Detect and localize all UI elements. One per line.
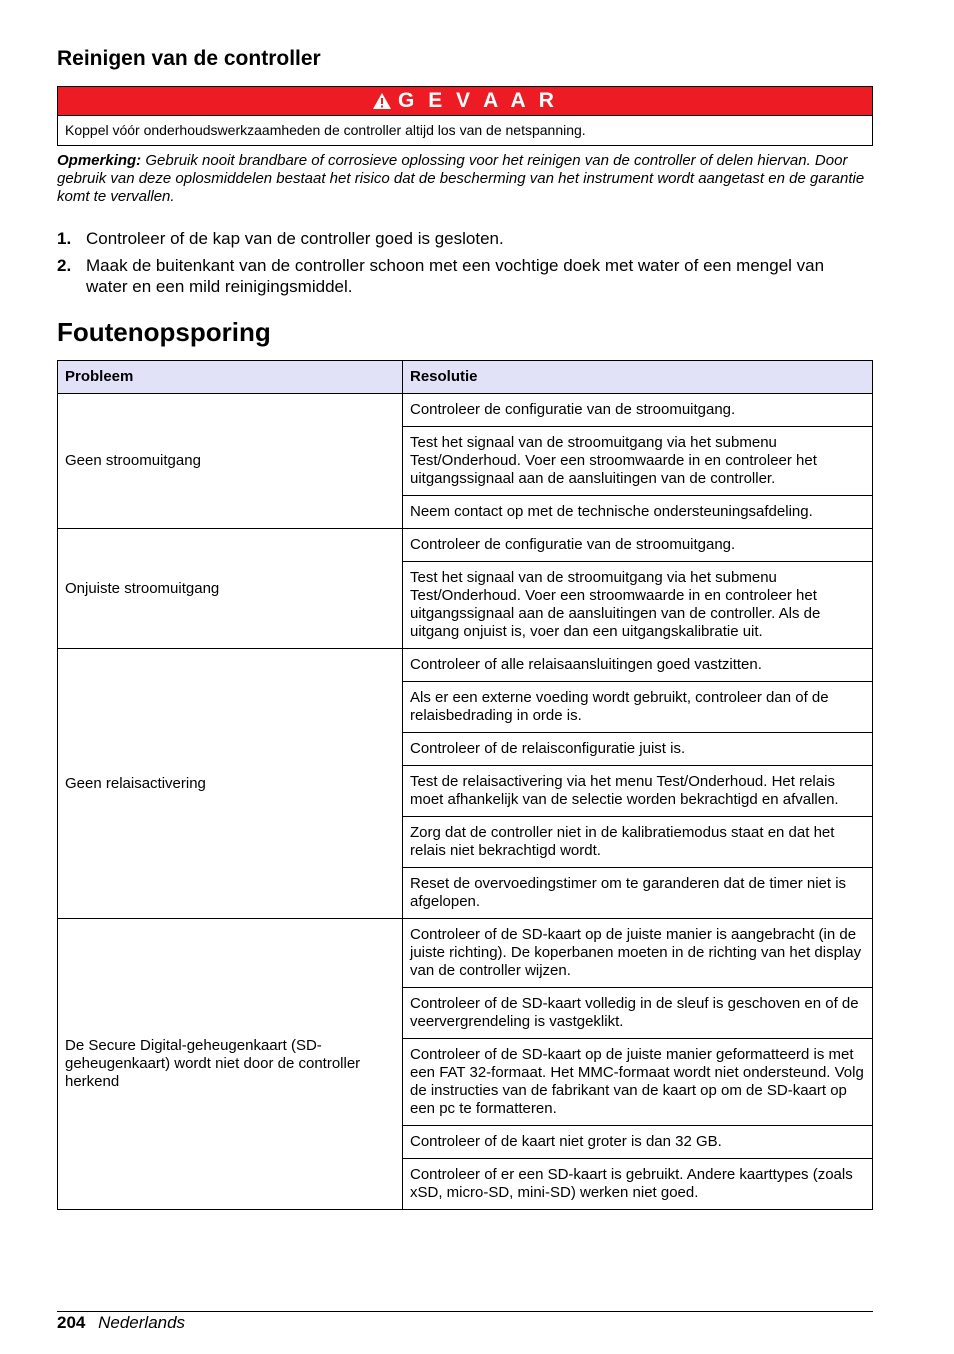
table-header-row bbox=[58, 361, 873, 394]
resolution-cell: Reset de overvoedingstimer om te garanderen dat de timer niet is afgelopen. bbox=[403, 868, 873, 919]
step-text: Maak de buitenkant van de controller schoon met een vochtige doek met water of een mengel van water en een mild reinigingsmiddel. bbox=[86, 256, 825, 296]
step-item bbox=[57, 228, 873, 249]
resolution-cell: Zorg dat de controller niet in de kalibratiemodus staat en dat het relais niet bekrachtigd wordt. bbox=[403, 817, 873, 868]
resolution-cell: Controleer of de relaisconfiguratie juist is. bbox=[403, 733, 873, 766]
resolution-cell: Controleer of de SD-kaart volledig in de sleuf is geschoven en of de veervergrendeling is vastgeklikt. bbox=[403, 988, 873, 1039]
problem-cell: Onjuiste stroomuitgang bbox=[58, 529, 403, 649]
resolution-cell: Controleer of de SD-kaart op de juiste manier geformatteerd is met een FAT 32-formaat. Het MMC-formaat wordt niet ondersteund. Volg de instructies van de fabrikant van de kaart op om de SD-kaart op een pc te formatteren. bbox=[403, 1039, 873, 1126]
resolution-cell: Controleer of alle relaisaansluitingen goed vastzitten. bbox=[403, 649, 873, 682]
resolution-cell: Controleer of de SD-kaart op de juiste manier is aangebracht (in de juiste richting). De koperbanen moeten in de richting van het display van de controller wijzen. bbox=[403, 919, 873, 988]
troubleshooting-table bbox=[57, 360, 873, 1210]
danger-text: Koppel vóór onderhoudswerkzaamheden de controller altijd los van de netspanning. bbox=[58, 115, 872, 145]
troubleshooting-title: Foutenopsporing bbox=[57, 317, 271, 347]
problem-cell: Geen stroomuitgang bbox=[58, 394, 403, 529]
table-row bbox=[58, 919, 873, 988]
resolution-cell: Test de relaisactivering via het menu Test/Onderhoud. Het relais moet afhankelijk van de selectie worden bekrachtigd en afvallen. bbox=[403, 766, 873, 817]
danger-box bbox=[57, 86, 873, 146]
resolution-cell: Test het signaal van de stroomuitgang via het submenu Test/Onderhoud. Voer een stroomwaarde in en controleer het uitgangssignaal aan de aansluitingen van de controller. bbox=[403, 427, 873, 496]
note bbox=[57, 152, 873, 206]
resolution-cell: Neem contact op met de technische ondersteuningsafdeling. bbox=[403, 496, 873, 529]
warning-triangle-icon bbox=[372, 92, 392, 110]
step-item bbox=[57, 255, 873, 297]
footer-language: Nederlands bbox=[98, 1313, 186, 1332]
note-text: Gebruik nooit brandbare of corrosieve oplossing voor het reinigen van de controller of delen hiervan. Door gebruik van deze oplosmiddelen bestaat het risico dat de bescherming van het instrument wordt aangetast en de garantie komt te vervallen. bbox=[57, 152, 865, 205]
table-row bbox=[58, 394, 873, 427]
resolution-cell: Controleer of de kaart niet groter is dan 32 GB. bbox=[403, 1126, 873, 1159]
step-number: 1. bbox=[57, 229, 72, 248]
danger-label: G E V A A R bbox=[398, 89, 558, 112]
footer-divider bbox=[57, 1311, 873, 1312]
resolution-cell: Controleer of er een SD-kaart is gebruikt. Andere kaarttypes (zoals xSD, micro-SD, mini-SD) werken niet goed. bbox=[403, 1159, 873, 1210]
table-row bbox=[58, 649, 873, 682]
page-number: 204 bbox=[57, 1313, 86, 1332]
section-heading: Reinigen van de controller bbox=[57, 47, 321, 70]
step-text: Controleer of de kap van de controller goed is gesloten. bbox=[86, 229, 504, 248]
steps-list bbox=[57, 228, 873, 303]
resolution-cell: Controleer de configuratie van de stroomuitgang. bbox=[403, 394, 873, 427]
header-resolution: Resolutie bbox=[403, 361, 873, 394]
resolution-cell: Als er een externe voeding wordt gebruikt, controleer dan of de relaisbedrading in orde is. bbox=[403, 682, 873, 733]
page-footer bbox=[57, 1313, 185, 1333]
problem-cell: Geen relaisactivering bbox=[58, 649, 403, 919]
resolution-cell: Controleer de configuratie van de stroomuitgang. bbox=[403, 529, 873, 562]
table-row bbox=[58, 529, 873, 562]
resolution-cell: Test het signaal van de stroomuitgang via het submenu Test/Onderhoud. Voer een stroomwaarde in en controleer het uitgangssignaal aan de aansluitingen van de controller. Als de uitgang onjuist is, voer dan een uitgangskalibratie uit. bbox=[403, 562, 873, 649]
header-problem: Probleem bbox=[58, 361, 403, 394]
note-label: Opmerking: bbox=[57, 152, 142, 169]
problem-cell: De Secure Digital-geheugenkaart (SD-geheugenkaart) wordt niet door de controller herkend bbox=[58, 919, 403, 1210]
step-number: 2. bbox=[57, 256, 72, 275]
danger-header bbox=[58, 87, 872, 115]
